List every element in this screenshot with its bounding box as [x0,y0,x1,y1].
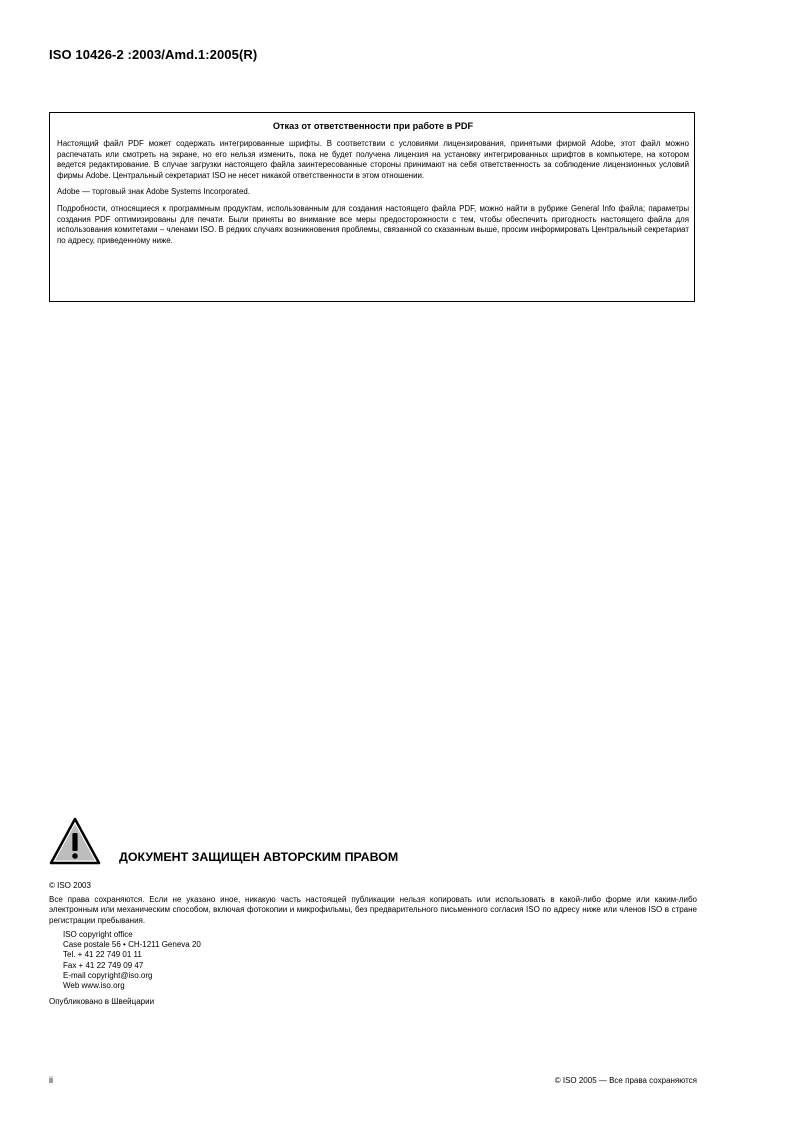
iso-address [63,930,697,991]
rights-text: Все права сохраняются. Если не указано иное, никакую часть настоящей публикации нельзя копировать или использовать в какой-либо форме или каким-либо электронным или механическим способом, включая фотокопии и микрофильмы, без предварительного письменного согласия ISO по адресу ниже или членов ISO в стране регистрации пребывания. [49,894,697,925]
address-line: ISO copyright office [63,930,133,939]
address-line: Fax + 41 22 749 09 47 [63,960,144,970]
page-number: ii [49,1075,53,1085]
copyright-section [49,815,697,1008]
pdf-disclaimer-box [49,112,695,302]
address-line: E-mail copyright@iso.org [63,970,153,980]
footer-copyright: © ISO 2005 — Все права сохраняются [554,1076,697,1085]
disclaimer-title: Отказ от ответственности при работе в PDF [272,121,474,131]
published-in: Опубликовано в Швейцарии [49,997,155,1007]
disclaimer-paragraph: Подробности, относящиеся к программным продуктам, использованным для создания настоящего файла PDF, можно найти в рубрике General Info файла; параметры создания PDF оптимизированы для печати. Были приняты во внимание все меры предосторожности с тем, чтобы обеспечить пригодность настоящего файла для использования комитетами – членами ISO. В редких случаях возникновения проблемы, связанной со сказанным выше, просим информировать Центральный секретариат по адресу, приведенному ниже. [57,203,689,245]
document-id: ISO 10426-2 :2003/Amd.1:2005(R) [49,47,258,62]
copyright-title: ДОКУМЕНТ ЗАЩИЩЕН АВТОРСКИМ ПРАВОМ [119,850,399,864]
disclaimer-paragraph: Настоящий файл PDF может содержать интегрированные шрифты. В соответствии с условиями лицензирования, принятыми фирмой Adobe, этот файл можно распечатать или смотреть на экране, но его нельзя изменить, пока не будет получена лицензия на установку интегрированных шрифтов в компьютере, на котором ведется редактирование. В случае загрузки настоящего файла заинтересованные стороны принимают на себя ответственность за соблюдение лицензионных условий фирмы Adobe. Центральный секретариат ISO не несет никакой ответственности в этом отношении. [57,139,689,180]
address-line: Tel. + 41 22 749 01 11 [63,950,142,960]
address-line: Case postale 56 • CH-1211 Geneva 20 [63,940,201,950]
copyright-heading-row [49,815,697,865]
disclaimer-paragraph: Adobe — торговый знак Adobe Systems Incorporated. [57,187,250,197]
address-line: Web www.iso.org [63,981,125,991]
warning-triangle-icon [49,817,101,865]
copyright-line: © ISO 2003 [49,881,91,890]
